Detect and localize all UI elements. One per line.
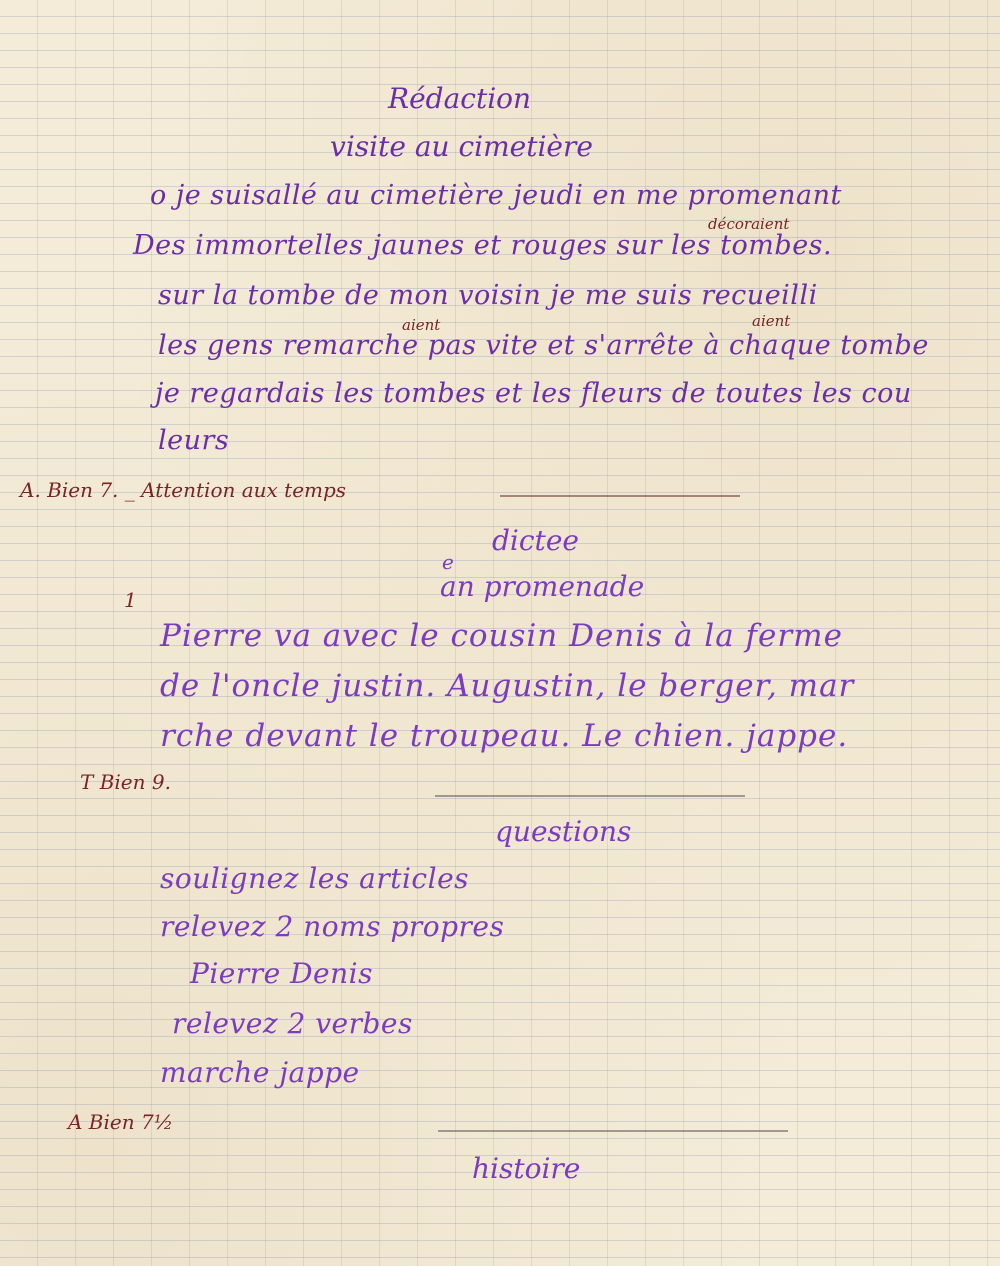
dictee-subtitle: an promenade (440, 570, 645, 603)
redaction-grade: A. Bien 7. _ Attention aux temps (20, 478, 347, 502)
redaction-line-1: o je suisallé au cimetière jeudi en me promenant (150, 180, 842, 211)
dictee-grade-rule (435, 795, 745, 797)
questions-line-4: relevez 2 verbes (172, 1007, 413, 1040)
questions-line-5: marche jappe (160, 1056, 360, 1089)
dictee-line-2: de l'oncle justin. Augustin, le berger, mar (160, 668, 855, 704)
dictee-line-1: Pierre va avec le cousin Denis à la ferme (160, 618, 843, 654)
redaction-line-3: sur la tombe de mon voisin je me suis recueilli (158, 280, 818, 311)
redaction-insertion-2: aient (402, 316, 441, 334)
questions-line-3: Pierre Denis (190, 957, 373, 990)
dictee-correction-mark: e (442, 550, 454, 574)
redaction-subtitle: visite au cimetière (330, 130, 593, 163)
redaction-line-6: leurs (158, 425, 230, 456)
questions-line-2: relevez 2 noms propres (160, 910, 505, 943)
dictee-title: dictee (492, 524, 579, 557)
redaction-title: Rédaction (388, 82, 532, 115)
dictee-line-3: rche devant le troupeau. Le chien. jappe. (160, 718, 849, 754)
questions-grade-rule (438, 1130, 788, 1132)
questions-grade: A Bien 7½ (68, 1110, 174, 1134)
redaction-insertion-1: décoraient (708, 215, 790, 233)
redaction-line-5: je regardais les tombes et les fleurs de toutes les cou (155, 378, 912, 409)
histoire-title: histoire (472, 1152, 581, 1185)
redaction-line-4: les gens remarche pas vite et s'arrête à chaque tombe (158, 330, 929, 361)
redaction-line-2: Des immortelles jaunes et rouges sur les tombes. (133, 230, 833, 261)
redaction-insertion-3: aient (752, 312, 791, 330)
questions-line-1: soulignez les articles (160, 862, 470, 895)
dictee-grade: T Bien 9. (80, 770, 171, 794)
redaction-grade-rule (500, 495, 740, 497)
questions-title: questions (495, 815, 632, 848)
dictee-margin-mark: 1 (124, 588, 137, 612)
